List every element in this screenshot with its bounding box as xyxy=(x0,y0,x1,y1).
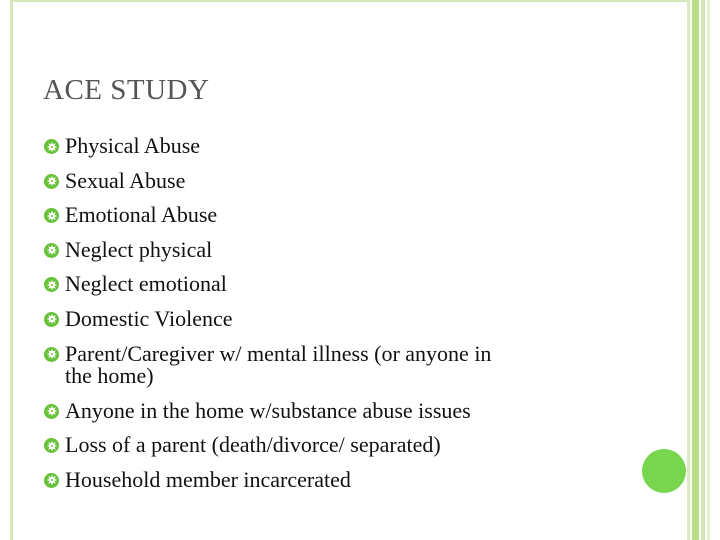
decor-stripe xyxy=(687,0,690,540)
frame-left-line xyxy=(10,0,13,540)
bullet-item xyxy=(44,129,644,164)
bullet-text: Domestic Violence xyxy=(65,305,233,331)
bullet-item xyxy=(44,198,644,233)
bullet-icon xyxy=(44,347,59,362)
decor-stripe xyxy=(692,0,699,540)
bullet-text: Physical Abuse xyxy=(65,133,201,158)
bullet-text: Emotional Abuse xyxy=(65,202,218,228)
bullet-icon xyxy=(44,139,59,154)
bullet-item xyxy=(44,337,644,394)
bullet-text: Anyone in the home w/substance abuse issues xyxy=(65,397,471,423)
bullet-icon xyxy=(44,277,59,292)
bullet-icon xyxy=(44,473,59,488)
bullet-item xyxy=(44,302,644,337)
bullet-text: Sexual Abuse xyxy=(65,167,186,193)
bullet-icon xyxy=(44,312,59,327)
bullet-icon xyxy=(44,404,59,419)
bullet-text: Neglect emotional xyxy=(65,271,227,297)
bullet-item xyxy=(44,233,644,268)
decor-circle xyxy=(642,449,686,493)
slide-title: ACE STUDY xyxy=(43,74,210,106)
bullet-text: Neglect physical xyxy=(65,236,213,262)
bullet-item xyxy=(44,267,644,302)
bullet-text-continuation: the home) xyxy=(65,363,154,389)
decor-stripe xyxy=(701,0,705,540)
bullet-text: Parent/Caregiver w/ mental illness (or anyone in xyxy=(65,340,492,366)
bullet-icon xyxy=(44,208,59,223)
bullet-item xyxy=(44,428,644,463)
bullet-item xyxy=(44,463,644,498)
frame-top-line xyxy=(10,0,690,2)
bullet-icon xyxy=(44,243,59,258)
bullet-text: Household member incarcerated xyxy=(65,466,351,492)
bullet-icon xyxy=(44,174,59,189)
bullet-icon xyxy=(44,438,59,453)
bullet-text: Loss of a parent (death/divorce/ separated) xyxy=(65,432,441,458)
bullet-item xyxy=(44,164,644,199)
bullet-list xyxy=(44,129,644,498)
bullet-item xyxy=(44,394,644,429)
decor-stripe xyxy=(707,0,710,540)
